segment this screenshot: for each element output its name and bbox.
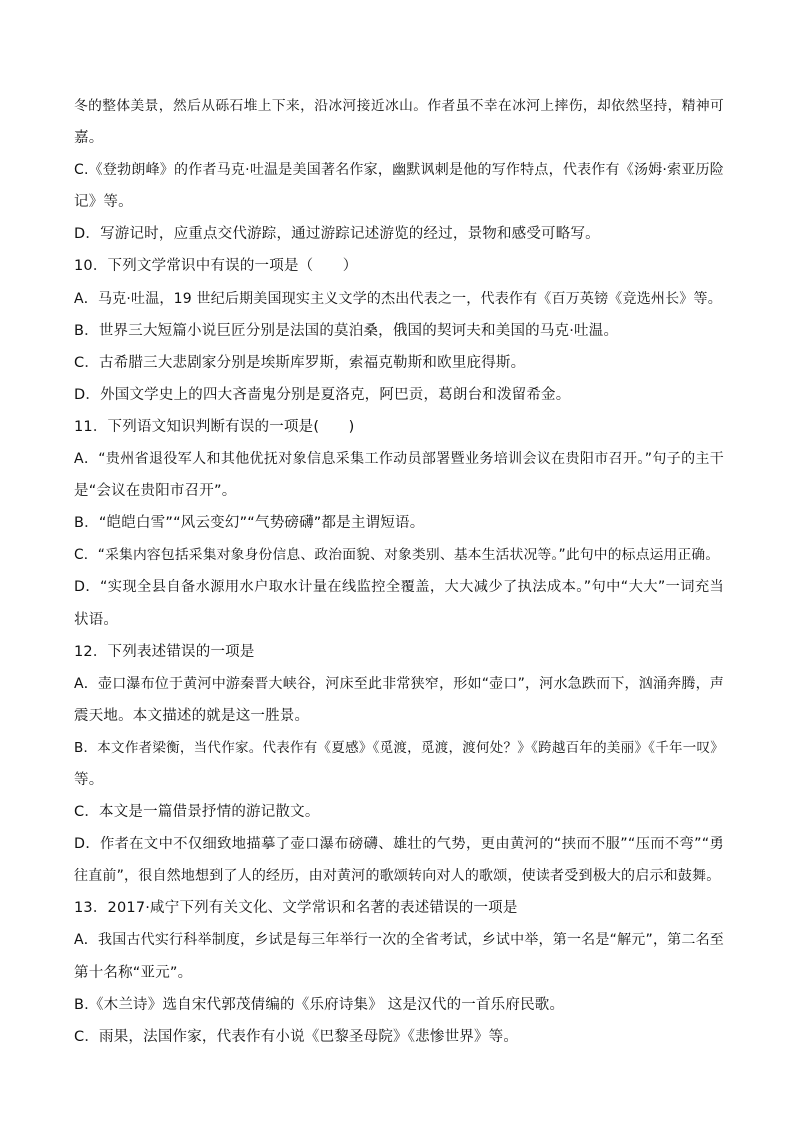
text-line: 往直前”，很自然地想到了人的经历，由对黄河的歌颂转向对人的歌颂，使读者受到极大的启示和鼓舞。 <box>74 868 721 885</box>
text-line: 震天地。本文描述的就是这一胜景。 <box>74 707 310 724</box>
text-line: D．“实现全县自备水源用水户取水计量在线监控全覆盖，大大减少了执法成本。”句中“大大”一词充当 <box>74 579 724 596</box>
text-line: C．“采集内容包括采集对象身份信息、政治面貌、对象类别、基本生活状况等。”此句中的标点运用正确。 <box>74 547 720 564</box>
text-line: D．写游记时，应重点交代游踪，通过游踪记述游览的经过，景物和感受可略写。 <box>74 226 600 243</box>
text-line: D．外国文学史上的四大吝啬鬼分别是夏洛克，阿巴贡，葛朗台和泼留希金。 <box>74 386 571 403</box>
text-line: B．世界三大短篇小说巨匠分别是法国的莫泊桑，俄国的契诃夫和美国的马克·吐温。 <box>74 322 619 339</box>
text-line: 等。 <box>74 771 104 788</box>
text-line: 记》等。 <box>74 194 133 211</box>
text-line: A．我国古代实行科举制度，乡试是每三年举行一次的全省考试，乡试中举，第一名是“解元”，第二名至 <box>74 932 724 949</box>
question-13-stem: 13．2017·咸宁下列有关文化、文学常识和名著的表述错误的一项是 <box>74 900 518 917</box>
text-line: B.《木兰诗》选自宋代郭茂倩编的《乐府诗集》 这是汉代的一首乐府民歌。 <box>74 996 565 1013</box>
text-line: 是“会议在贵阳市召开”。 <box>74 483 237 500</box>
text-line: 嘉。 <box>74 130 104 147</box>
text-line: C．本文是一篇借景抒情的游记散文。 <box>74 804 320 821</box>
text-line: 冬的整体美景，然后从砾石堆上下来，沿冰河接近冰山。作者虽不幸在冰河上摔伤，却依然坚持，精神可 <box>74 98 724 114</box>
text-line: C．古希腊三大悲剧家分别是埃斯库罗斯，索福克勒斯和欧里庇得斯。 <box>74 354 526 371</box>
question-10-stem: 10．下列文学常识中有误的一项是（ ） <box>74 258 358 275</box>
text-line: 第十名称“亚元”。 <box>74 964 193 981</box>
text-line: B．“皑皑白雪”“风云变幻”“气势磅礴”都是主谓短语。 <box>74 515 425 532</box>
text-line: A．壶口瀑布位于黄河中游秦晋大峡谷，河床至此非常狭窄，形如“壶口”，河水急跌而下，汹涌奔腾，声 <box>74 675 724 692</box>
text-line: A．马克·吐温，19 世纪后期美国现实主义文学的杰出代表之一，代表作有《百万英镑《竞选州长》等。 <box>74 290 722 307</box>
text-line: D．作者在文中不仅细致地描摹了壶口瀑布磅礴、雄壮的气势，更由黄河的“挟而不服”“压而不弯”“勇 <box>74 836 724 853</box>
text-line: C.《登勃朗峰》的作者马克·吐温是美国著名作家，幽默讽刺是他的写作特点，代表作有《汤姆·索亚历险 <box>74 162 724 179</box>
text-line: 状语。 <box>74 611 119 628</box>
document-body <box>74 96 724 1059</box>
text-line: B．本文作者梁衡，当代作家。代表作有《夏感》《觅渡，觅渡，渡何处？》《跨越百年的美丽》《千年一叹》 <box>74 739 724 756</box>
question-12-stem: 12．下列表述错误的一项是 <box>74 643 255 660</box>
text-line: C．雨果，法国作家，代表作有小说《巴黎圣母院》《悲惨世界》等。 <box>74 1028 519 1045</box>
question-11-stem: 11．下列语文知识判断有误的一项是( ) <box>74 418 355 435</box>
text-line: A．“贵州省退役军人和其他优抚对象信息采集工作动员部署暨业务培训会议在贵阳市召开。”句子的主干 <box>74 451 724 468</box>
